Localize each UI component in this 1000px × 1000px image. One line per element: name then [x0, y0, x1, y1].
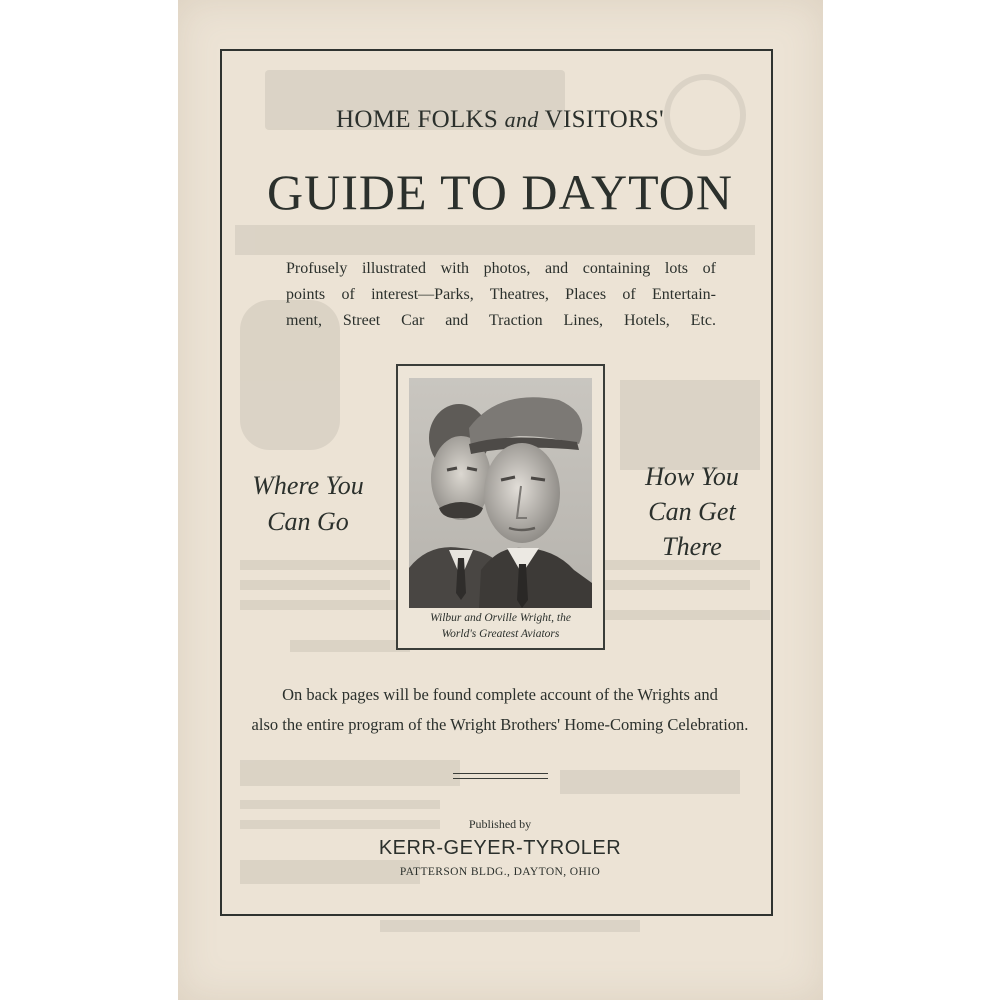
page-title: GUIDE TO DAYTON	[267, 164, 733, 220]
side-right-line: There	[662, 532, 722, 561]
back-pages-line: On back pages will be found complete account of the Wrights and	[282, 685, 718, 704]
published-by-label: Published by	[468, 817, 532, 831]
portrait-frame	[396, 364, 605, 650]
description-line: Profusely illustrated with photos, and containing lots of	[286, 260, 716, 277]
subtitle-part-1: HOME FOLKS	[336, 106, 499, 133]
side-left-line: Can Go	[267, 507, 349, 536]
back-pages-note	[226, 680, 774, 740]
side-left-line: Where You	[252, 471, 364, 500]
subtitle-and: and	[504, 107, 539, 132]
portrait-caption	[398, 610, 603, 642]
subtitle-line	[220, 106, 780, 134]
where-you-can-go-text	[228, 468, 388, 540]
publisher-name: KERR-GEYER-TYROLER	[378, 837, 622, 859]
caption-line: World's Greatest Aviators	[441, 628, 560, 640]
side-right-line: How You	[645, 462, 739, 491]
divider-rule-top	[453, 773, 548, 774]
side-right-line: Can Get	[648, 497, 736, 526]
portrait-image	[409, 378, 592, 608]
description-line: points of interest—Parks, Theatres, Places of Entertain-	[286, 286, 716, 303]
description-paragraph	[286, 256, 716, 334]
divider-rule-bottom	[453, 778, 548, 779]
subtitle-part-2: VISITORS'	[544, 106, 664, 133]
wright-brothers-portrait	[409, 378, 592, 608]
how-you-can-get-there-text	[612, 459, 772, 564]
publisher-address: PATTERSON BLDG., DAYTON, OHIO	[399, 866, 601, 878]
back-pages-line: also the entire program of the Wright Brothers' Home-Coming Celebration.	[251, 715, 749, 734]
caption-line: Wilbur and Orville Wright, the	[430, 612, 571, 624]
description-line: ment, Street Car and Traction Lines, Hotels, Etc.	[286, 312, 716, 329]
